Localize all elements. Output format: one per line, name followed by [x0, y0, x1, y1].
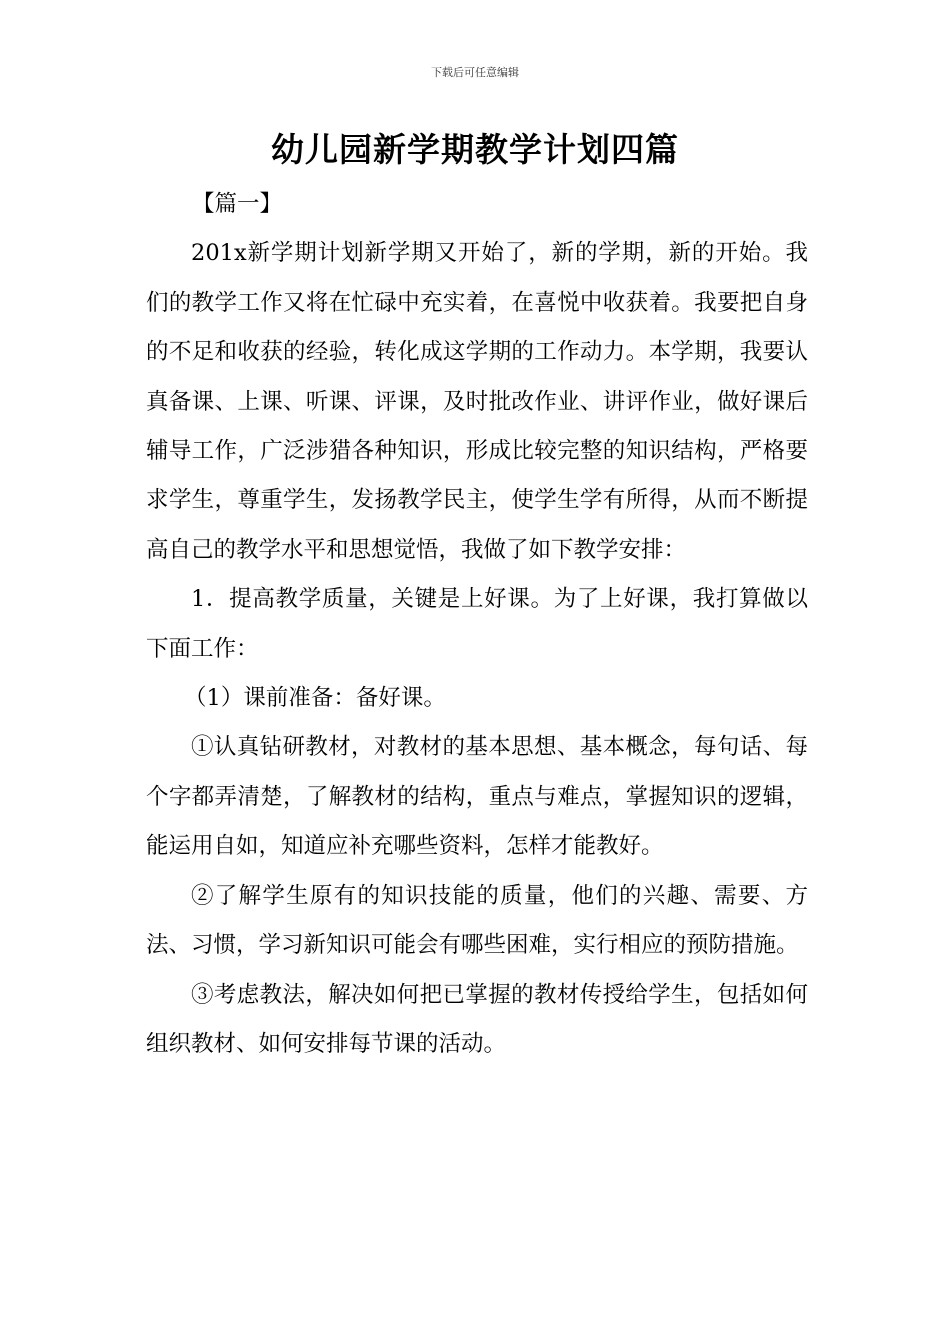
- document-title: 幼儿园新学期教学计划四篇: [271, 130, 679, 169]
- paragraph-intro: 201x新学期计划新学期又开始了，新的学期，新的开始。我们的教学工作又将在忙碌中充实着，在喜悦中收获着。我要把自身的不足和收获的经验，转化成这学期的工作动力。本学期，我要认真备课、上课、听课、评课，及时批改作业、讲评作业，做好课后辅导工作，广泛涉猎各种知识，形成比较完整的知识结构，严格要求学生，尊重学生，发扬教学民主，使学生学有所得，从而不断提高自己的教学水平和思想觉悟，我做了如下教学安排：: [146, 240, 808, 563]
- list-item-3: ③考虑教法，解决如何把已掌握的教材传授给学生，包括如何组织教材、如何安排每节课的活动。: [146, 981, 808, 1057]
- header-note: 下载后可任意编辑: [431, 66, 519, 79]
- paragraph-point-1: 1．提高教学质量，关键是上好课。为了上好课，我打算做以下面工作：: [146, 586, 808, 662]
- list-item-1: ①认真钻研教材，对教材的基本思想、基本概念，每句话、每个字都弄清楚，了解教材的结构，重点与难点，掌握知识的逻辑，能运用自如，知道应补充哪些资料，怎样才能教好。: [146, 734, 808, 860]
- list-item-2: ②了解学生原有的知识技能的质量，他们的兴趣、需要、方法、习惯，学习新知识可能会有哪些困难，实行相应的预防措施。: [146, 882, 808, 959]
- document-body: [146, 180, 808, 1069]
- section-heading: 【篇一】: [192, 191, 283, 217]
- sub-heading: （1）课前准备：备好课。: [184, 685, 446, 712]
